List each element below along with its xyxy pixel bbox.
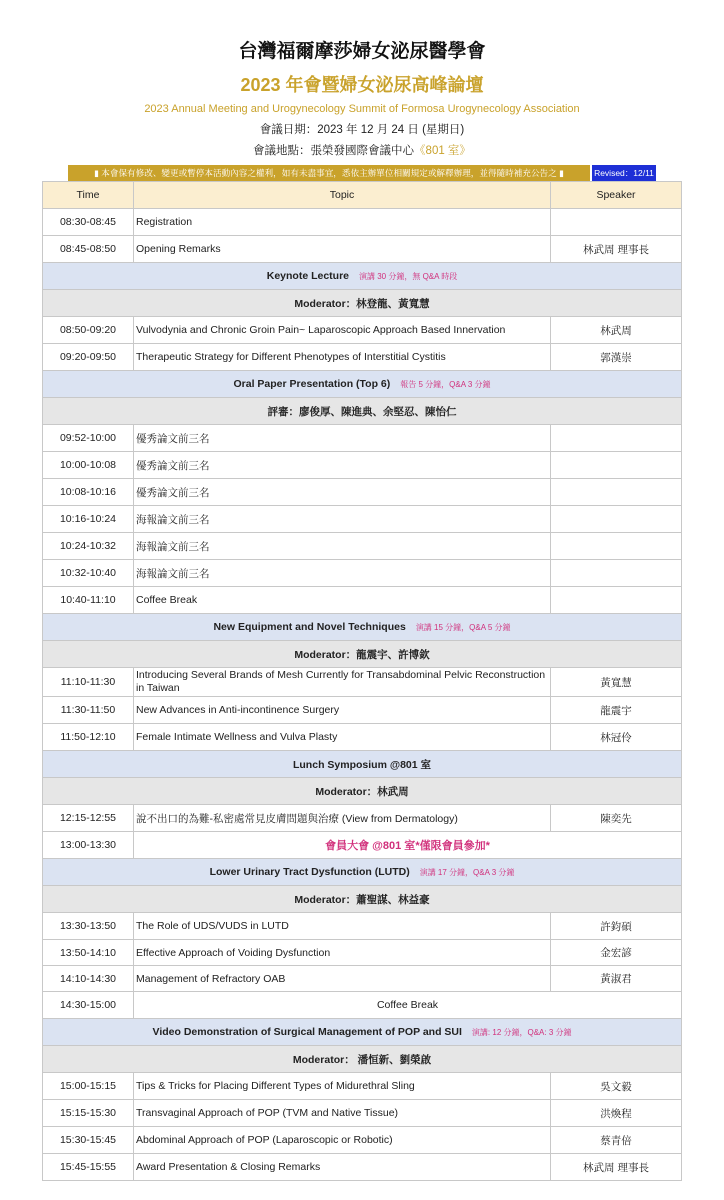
moderator-cell [42, 886, 682, 912]
topic-cell: 優秀論文前三名 [133, 479, 550, 505]
topic-cell: Female Intimate Wellness and Vulva Plasty [133, 724, 550, 750]
moderator-row [42, 886, 682, 913]
header-topic: Topic [133, 182, 550, 208]
time-cell: 13:50-14:10 [42, 940, 133, 965]
speaker-cell: 龍震宇 [550, 697, 682, 723]
meeting-date: 會議日期：2023 年 12 月 24 日 (星期日) [259, 124, 465, 136]
section-cell [42, 1019, 682, 1045]
topic-cell: 海報論文前三名 [133, 533, 550, 559]
section-note: 演講 15 分鐘，Q&A 5 分鐘 [415, 622, 511, 632]
moderator-cell [42, 1046, 682, 1072]
header-speaker: Speaker [550, 182, 682, 208]
speaker-cell: 黃寬慧 [550, 668, 682, 696]
session-row [42, 587, 682, 614]
section-row [42, 859, 682, 886]
session-row [42, 1073, 682, 1100]
section-title: Lunch Symposium @801 室 [292, 758, 432, 771]
section-cell [42, 751, 682, 777]
session-row [42, 317, 682, 344]
member-meeting-title: 會員大會 @801 室 [325, 840, 416, 852]
speaker-cell [550, 209, 682, 235]
table-header-row [42, 182, 682, 209]
session-row [42, 1127, 682, 1154]
section-title: New Equipment and Novel Techniques [213, 621, 406, 633]
association-title: 台灣福爾摩莎婦女泌尿醫學會 [238, 41, 486, 62]
topic-cell: New Advances in Anti-incontinence Surgery [133, 697, 550, 723]
header-time: Time [42, 182, 133, 208]
section-note: 演講 17 分鐘，Q&A 3 分鐘 [419, 867, 515, 877]
section-title: Video Demonstration of Surgical Management of POP and SUI [152, 1026, 462, 1038]
section-note: 演講 30 分鐘，無 Q&A 時段 [359, 271, 458, 281]
topic-cell: Tips & Tricks for Placing Different Types of Midurethral Sling [133, 1073, 550, 1099]
venue-name: 會議地點：張榮發國際會議中心 [253, 145, 415, 157]
moderator-text: Moderator：龍震宇、許博欽 [294, 648, 430, 661]
time-cell: 10:16-10:24 [42, 506, 133, 532]
section-row [42, 371, 682, 398]
speaker-cell [550, 587, 682, 613]
section-cell [42, 614, 682, 640]
session-row [42, 236, 682, 263]
moderator-text: Moderator： 潘恒新、劉榮啟 [292, 1053, 432, 1066]
session-row [42, 668, 682, 697]
session-row [42, 533, 682, 560]
topic-cell: Effective Approach of Voiding Dysfunction [133, 940, 550, 965]
moderator-text: Moderator：林武周 [315, 785, 409, 798]
time-cell: 10:24-10:32 [42, 533, 133, 559]
session-row [42, 1100, 682, 1127]
venue-room: 《801 室》 [414, 145, 471, 157]
topic-cell: Award Presentation & Closing Remarks [133, 1154, 550, 1180]
time-cell: 15:00-15:15 [42, 1073, 133, 1099]
section-note: 演講: 12 分鐘，Q&A: 3 分鐘 [471, 1027, 572, 1037]
session-row [42, 913, 682, 940]
section-cell [42, 859, 682, 885]
session-row [42, 697, 682, 724]
speaker-cell: 郭漢崇 [550, 344, 682, 370]
section-title: Oral Paper Presentation (Top 6) [233, 378, 391, 390]
section-title: Lower Urinary Tract Dysfunction (LUTD) [209, 866, 410, 878]
speaker-cell: 許鈞碩 [550, 913, 682, 939]
time-cell: 14:30-15:00 [42, 992, 133, 1018]
section-note: 報告 5 分鐘，Q&A 3 分鐘 [400, 379, 491, 389]
section-row [42, 614, 682, 641]
speaker-cell [550, 533, 682, 559]
session-row [42, 1154, 682, 1181]
section-cell [42, 263, 682, 289]
speaker-cell: 蔡青倍 [550, 1127, 682, 1153]
topic-cell: Management of Refractory OAB [133, 966, 550, 991]
time-cell: 11:10-11:30 [42, 668, 133, 696]
break-cell: Coffee Break [133, 992, 682, 1018]
time-cell: 09:20-09:50 [42, 344, 133, 370]
time-cell: 13:30-13:50 [42, 913, 133, 939]
moderator-text: Moderator：林登龍、黃寬慧 [294, 297, 430, 310]
member-meeting-cell [133, 832, 682, 858]
topic-cell: 優秀論文前三名 [133, 452, 550, 478]
speaker-cell: 陳奕先 [550, 805, 682, 831]
time-cell: 11:30-11:50 [42, 697, 133, 723]
section-cell [42, 371, 682, 397]
time-cell: 15:15-15:30 [42, 1100, 133, 1126]
notice-banner: ▮ 本會保有修改、變更或暫停本活動內容之權利，如有未盡事宜，悉依主辦單位相關規定或解釋辦理，並得隨時補充公告之 ▮ [68, 165, 590, 181]
topic-cell: Coffee Break [133, 587, 550, 613]
time-cell: 11:50-12:10 [42, 724, 133, 750]
speaker-cell [550, 479, 682, 505]
moderator-cell [42, 290, 682, 316]
meeting-title: 2023 年會暨婦女泌尿高峰論壇 [240, 75, 484, 95]
session-row [42, 966, 682, 992]
time-cell: 09:52-10:00 [42, 425, 133, 451]
section-row [42, 1019, 682, 1046]
section-title: Keynote Lecture [266, 270, 350, 282]
speaker-cell [550, 425, 682, 451]
moderator-row [42, 778, 682, 805]
session-row [42, 425, 682, 452]
moderator-text: Moderator：蕭聖謀、林益豪 [294, 893, 430, 906]
revised-badge: Revised：12/11 [592, 165, 656, 181]
time-cell: 10:40-11:10 [42, 587, 133, 613]
member-meeting-note: *僅限會員參加* [415, 840, 490, 852]
moderator-cell [42, 398, 682, 424]
speaker-cell [550, 560, 682, 586]
topic-cell: Introducing Several Brands of Mesh Currently for Transabdominal Pelvic Reconstruction in Taiwan [133, 668, 550, 696]
session-row [42, 479, 682, 506]
time-cell: 08:50-09:20 [42, 317, 133, 343]
section-row [42, 751, 682, 778]
speaker-cell: 黃淑君 [550, 966, 682, 991]
time-cell: 10:00-10:08 [42, 452, 133, 478]
speaker-cell: 吳文毅 [550, 1073, 682, 1099]
topic-cell: 海報論文前三名 [133, 506, 550, 532]
topic-cell: Abdominal Approach of POP (Laparoscopic or Robotic) [133, 1127, 550, 1153]
session-row [42, 724, 682, 751]
session-row [42, 452, 682, 479]
moderator-row [42, 641, 682, 668]
break-row [42, 992, 682, 1019]
time-cell: 13:00-13:30 [42, 832, 133, 858]
speaker-cell [550, 506, 682, 532]
session-row [42, 940, 682, 966]
session-row [42, 506, 682, 533]
member-meeting-row [42, 832, 682, 859]
topic-cell: Transvaginal Approach of POP (TVM and Native Tissue) [133, 1100, 550, 1126]
moderator-cell [42, 641, 682, 667]
speaker-cell: 金宏諺 [550, 940, 682, 965]
meeting-title-english: 2023 Annual Meeting and Urogynecology Summit of Formosa Urogynecology Association [144, 103, 580, 115]
time-cell: 10:32-10:40 [42, 560, 133, 586]
topic-cell: The Role of UDS/VUDS in LUTD [133, 913, 550, 939]
speaker-cell: 林冠伶 [550, 724, 682, 750]
session-row [42, 344, 682, 371]
speaker-cell [550, 452, 682, 478]
moderator-row [42, 1046, 682, 1073]
schedule-table [42, 181, 682, 1181]
meeting-venue [0, 142, 724, 158]
time-cell: 15:30-15:45 [42, 1127, 133, 1153]
schedule-rows [42, 209, 682, 1181]
topic-cell: 說不出口的為難-私密處常見皮膚問題與治療 (View from Dermatology) [133, 805, 550, 831]
time-cell: 14:10-14:30 [42, 966, 133, 991]
speaker-cell: 林武周 理事長 [550, 1154, 682, 1180]
moderator-row [42, 290, 682, 317]
moderator-text: 評審：廖俊厚、陳進典、余堅忍、陳怡仁 [267, 405, 457, 418]
topic-cell: 優秀論文前三名 [133, 425, 550, 451]
topic-cell: Therapeutic Strategy for Different Phenotypes of Interstitial Cystitis [133, 344, 550, 370]
topic-cell: 海報論文前三名 [133, 560, 550, 586]
time-cell: 10:08-10:16 [42, 479, 133, 505]
speaker-cell: 林武周 理事長 [550, 236, 682, 262]
topic-cell: Vulvodynia and Chronic Groin Pain~ Laparoscopic Approach Based Innervation [133, 317, 550, 343]
time-cell: 08:30-08:45 [42, 209, 133, 235]
session-row [42, 560, 682, 587]
section-row [42, 263, 682, 290]
session-row [42, 805, 682, 832]
time-cell: 12:15-12:55 [42, 805, 133, 831]
speaker-cell: 洪煥程 [550, 1100, 682, 1126]
session-row [42, 209, 682, 236]
topic-cell: Registration [133, 209, 550, 235]
time-cell: 08:45-08:50 [42, 236, 133, 262]
moderator-cell [42, 778, 682, 804]
time-cell: 15:45-15:55 [42, 1154, 133, 1180]
topic-cell: Opening Remarks [133, 236, 550, 262]
speaker-cell: 林武周 [550, 317, 682, 343]
moderator-row [42, 398, 682, 425]
